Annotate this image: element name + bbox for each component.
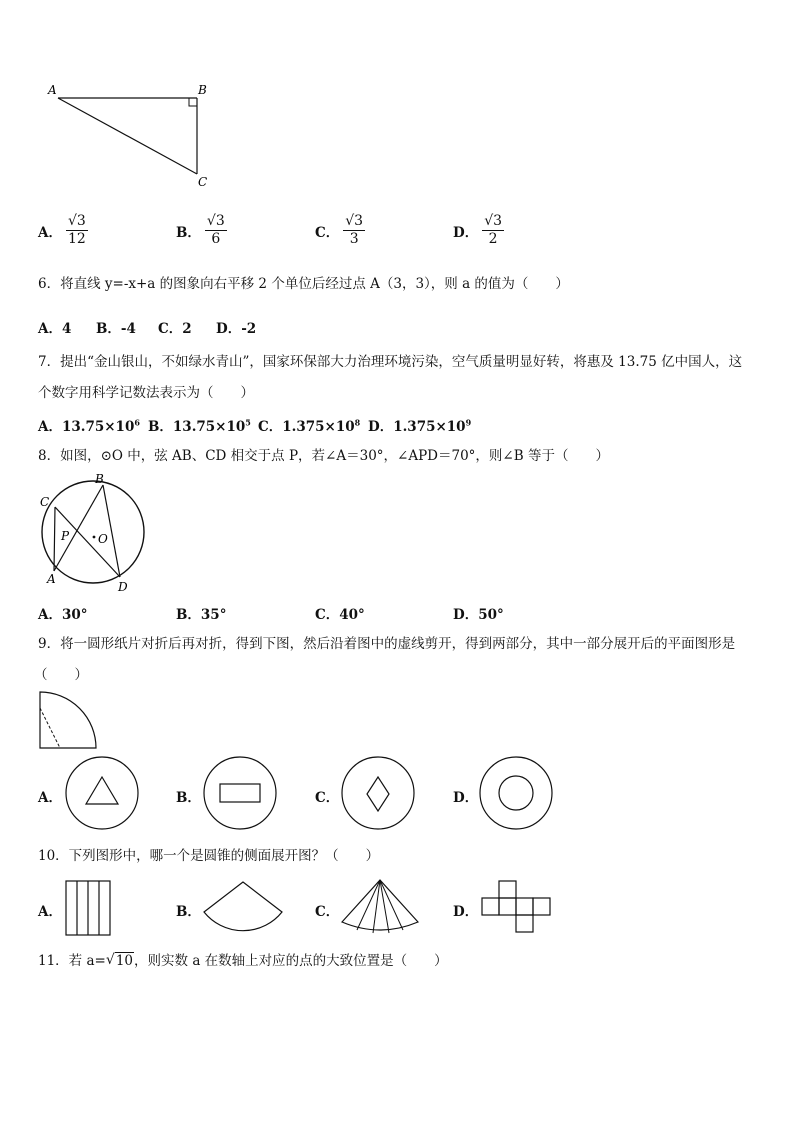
q8-option-a[interactable]: A．30°	[38, 607, 88, 623]
q10-option-c-figure[interactable]	[340, 878, 420, 936]
fraction-denominator: 6	[211, 231, 221, 247]
q9-option-b-figure[interactable]	[202, 755, 278, 831]
q11-text: 11．若 a= √ 10，则实数 a 在数轴上对应的点的大致位置是（ ）	[38, 952, 448, 969]
q7-option-a[interactable]: A．$13.75\times 10^6$	[38, 417, 140, 435]
point-label-o: O	[98, 532, 108, 546]
q9-option-d-figure[interactable]	[478, 755, 554, 831]
q5-option-b[interactable]: B． $\frac{√3}{6}$	[176, 213, 225, 247]
fraction-denominator: 12	[67, 231, 86, 247]
q9-option-a-label[interactable]: A．	[38, 790, 62, 806]
q10-option-b-label[interactable]: B．	[176, 904, 201, 920]
point-label-p: P	[61, 529, 70, 543]
q6-option-b[interactable]: B．-4	[96, 321, 136, 337]
q10-option-b-figure[interactable]	[202, 880, 284, 934]
point-label-b: B	[95, 472, 104, 486]
q9-option-c-figure[interactable]	[340, 755, 416, 831]
q6-option-a[interactable]: A．4	[38, 321, 72, 337]
q9-option-b-label[interactable]: B．	[176, 790, 201, 806]
q5-option-c[interactable]: C． $\frac{√3}{3}$	[315, 213, 364, 247]
q8-option-c[interactable]: C．40°	[315, 607, 365, 623]
q8-option-d[interactable]: D．50°	[453, 607, 504, 623]
q7-option-c[interactable]: C．$1.375\times 10^8$	[258, 417, 361, 435]
q7-option-d[interactable]: D．$1.375\times 10^9$	[368, 417, 472, 435]
q6-option-c[interactable]: C．2	[158, 321, 192, 337]
point-label-d: D	[118, 580, 128, 594]
q9-option-d-label[interactable]: D．	[453, 790, 479, 806]
q10-option-a-label[interactable]: A．	[38, 904, 62, 920]
folded-paper-figure	[38, 690, 100, 752]
q6-text: 6．将直线 y=-x+a 的图象向右平移 2 个单位后经过点 A（3，3），则 a 的值为（ ）	[38, 276, 569, 292]
q7-text-line1: 7．提出“金山银山，不如绿水青山”，国家环保部大力治理环境污染，空气质量明显好转，将惠及 13.75 亿中国人，这	[38, 354, 743, 370]
fraction-numerator: √3	[484, 213, 503, 229]
q9-text-line1: 9．将一圆形纸片对折后再对折，得到下图，然后沿着图中的虚线剪开，得到两部分，其中一部分展开后的平面图形是	[38, 636, 736, 652]
q9-option-c-label[interactable]: C．	[315, 790, 340, 806]
point-label-c: C	[40, 495, 50, 509]
fraction-denominator: 2	[488, 231, 498, 247]
q10-option-c-label[interactable]: C．	[315, 904, 340, 920]
vertex-label-c: C	[198, 175, 208, 189]
q8-text: 8．如图，⊙O 中，弦 AB、CD 相交于点 P，若∠A＝30°，∠APD＝70°，则∠B 等于（ ）	[38, 448, 609, 464]
fraction-numerator: √3	[345, 213, 364, 229]
q10-option-d-figure[interactable]	[478, 878, 554, 936]
circle-chords-figure	[34, 470, 154, 598]
q8-option-b[interactable]: B．35°	[176, 607, 227, 623]
q9-option-a-figure[interactable]	[64, 755, 140, 831]
square-root: √ 10	[105, 952, 134, 969]
q9-text-line2: （ ）	[34, 667, 88, 683]
q7-option-b[interactable]: B．$13.75\times 10^5$	[148, 417, 251, 435]
vertex-label-a: A	[48, 83, 57, 97]
triangle-abc-figure	[40, 80, 220, 190]
point-label-a: A	[47, 572, 56, 586]
q10-option-a-figure[interactable]	[64, 879, 112, 937]
fraction-denominator: 3	[349, 231, 359, 247]
q6-option-d[interactable]: D．-2	[216, 321, 257, 337]
vertex-label-b: B	[198, 83, 207, 97]
fraction-numerator: √3	[206, 213, 225, 229]
q7-text-line2: 个数字用科学记数法表示为（ ）	[38, 385, 254, 401]
fraction-numerator: √3	[67, 213, 86, 229]
q5-option-a[interactable]: A． $\frac{√3}{12}$	[38, 213, 86, 247]
q10-text: 10．下列图形中，哪一个是圆锥的侧面展开图？（ ）	[38, 848, 380, 864]
q5-option-d[interactable]: D． $\frac{√3}{2}$	[453, 213, 503, 247]
q10-option-d-label[interactable]: D．	[453, 904, 479, 920]
